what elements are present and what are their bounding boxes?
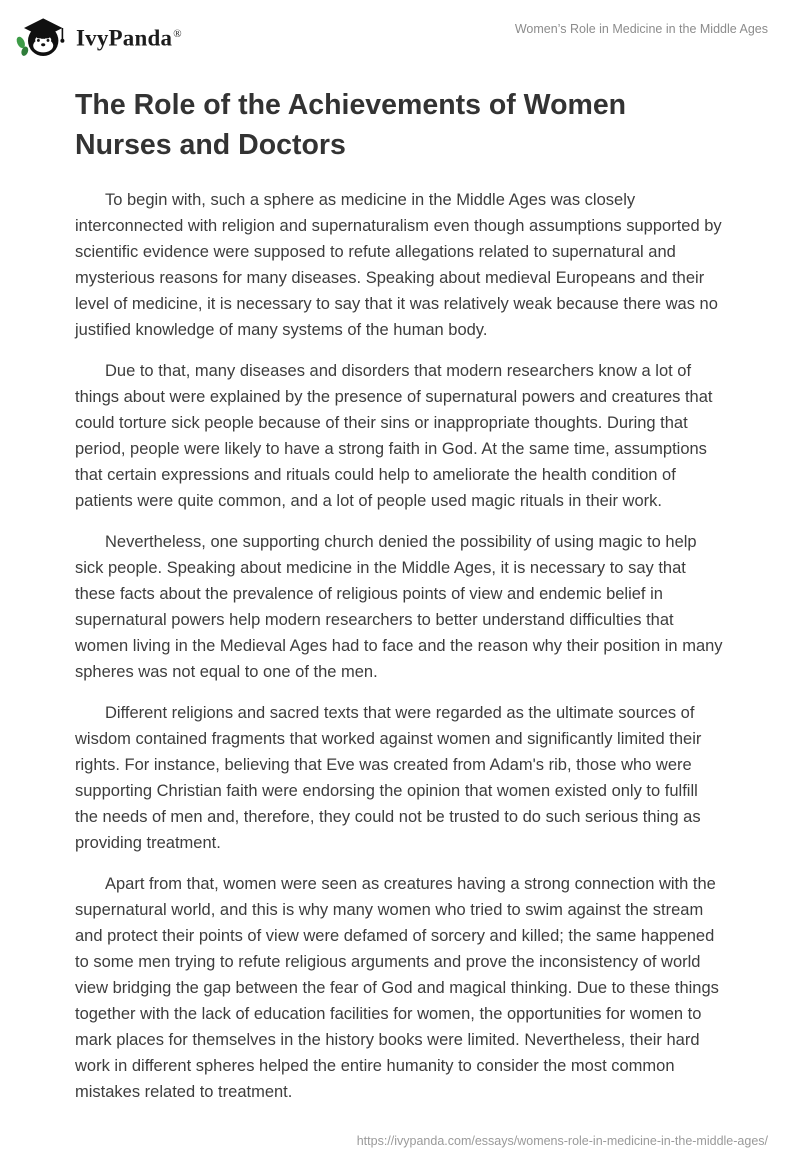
paragraph-2: Due to that, many diseases and disorders that modern researchers know a lot of things about were explained by the presence of supernatural powers and creatures that could torture sick people because of their sins or inappropriate thoughts. During that period, people were likely to have a strong faith in God. At the same time, assumptions that certain expressions and rituals could help to ameliorate the health condition of patients were quite common, and a lot of people used magic rituals in their work. — [75, 361, 713, 510]
page-footer — [357, 1134, 768, 1148]
source-url: https://ivypanda.com/essays/womens-role-in-medicine-in-the-middle-ages/ — [356, 1134, 768, 1148]
brand — [14, 10, 182, 63]
header-doc-title: Women’s Role in Medicine in the Middle Ages — [514, 22, 768, 36]
page-header — [0, 0, 800, 63]
brand-text: IvyPanda — [76, 25, 173, 51]
brand-name — [76, 10, 182, 63]
article-title: The Role of the Achievements of Women Nurses and Doctors — [75, 88, 627, 161]
registered-mark: ® — [173, 28, 182, 40]
article — [0, 85, 800, 1105]
ivypanda-logo-icon — [14, 12, 66, 60]
paragraph-4: Different religions and sacred texts that were regarded as the ultimate sources of wisdom contained fragments that worked against women and significantly limited their rights. For instance, believing that Eve was created from Adam's rib, those who were supporting Christian faith were endorsing the opinion that women existed only to fulfill the needs of men and, therefore, they could not be trusted to do such serious thing as providing treatment. — [75, 703, 702, 852]
paragraph-1: To begin with, such a sphere as medicine in the Middle Ages was closely interconnected with religion and supernaturalism even though assumptions supported by scientific evidence were supposed to refute allegations related to supernatural and mysterious reasons for many diseases. Speaking about medieval Europeans and their level of medicine, it is necessary to say that it was relatively weak because there was no justified knowledge of many systems of the human body. — [75, 190, 722, 339]
paragraph-5: Apart from that, women were seen as creatures having a strong connection with the supernatural world, and this is why many women who tried to swim against the stream and protect their points of view were defamed of sorcery and killed; the same happened to some men trying to refute religious arguments and prove the inconsistency of world view bridging the gap between the fear of God and magical thinking. Due to these things together with the lack of education facilities for women, the opportunities for women to mark places for themselves in the history books were limited. Nevertheless, their hard work in different spheres helped the entire humanity to consider the most common mistakes related to treatment. — [75, 874, 719, 1101]
paragraph-3: Nevertheless, one supporting church denied the possibility of using magic to help sick people. Speaking about medicine in the Middle Ages, it is necessary to say that these facts about the prevalence of religious points of view and endemic belief in supernatural powers help modern researchers to better understand difficulties that women living in the Medieval Ages had to face and the reason why their position in many spheres was not equal to one of the men. — [75, 532, 723, 681]
